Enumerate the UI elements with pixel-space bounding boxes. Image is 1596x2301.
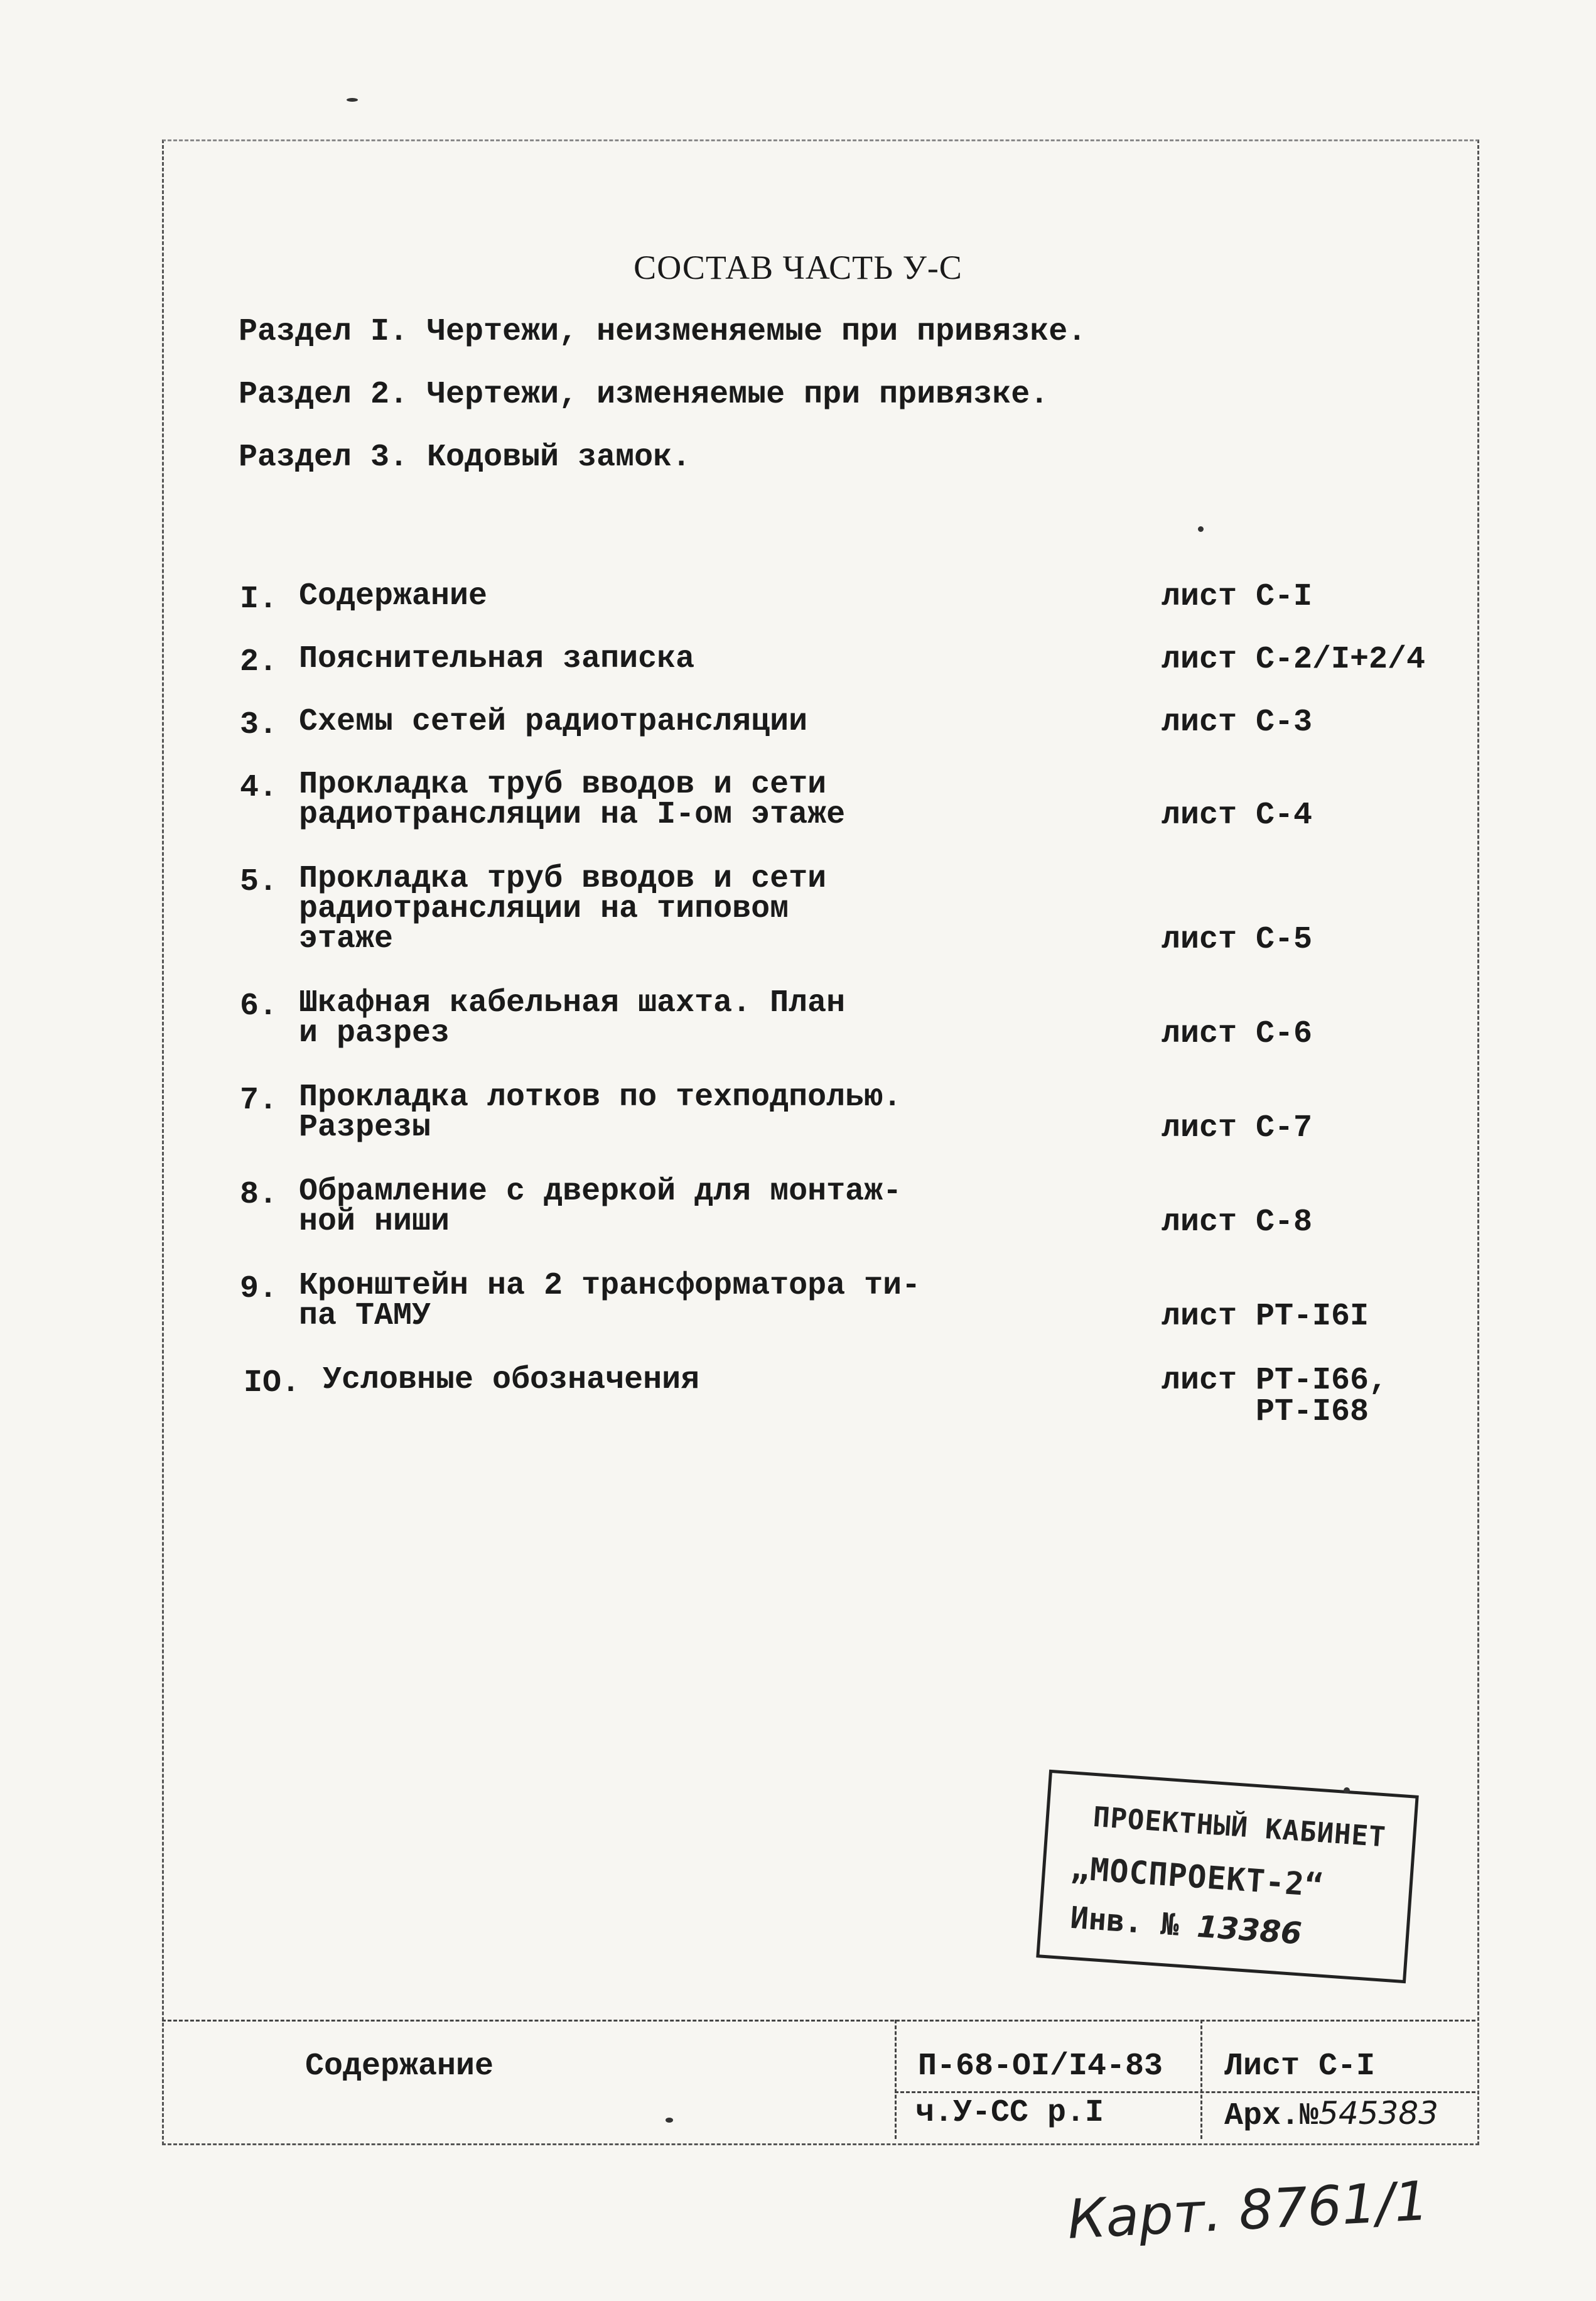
item-sheet [1162, 579, 1313, 615]
item-number: 2. [240, 644, 278, 680]
item-text: Шкафная кабельная шахта. План [299, 985, 846, 1021]
title-block-border [162, 2020, 1475, 2022]
sheet-code: С-2/I+2/4 [1256, 642, 1426, 678]
scan-speck [1344, 1787, 1350, 1794]
item-sheet [1162, 644, 1425, 676]
title-block-divider [895, 2020, 897, 2139]
item-text: Схемы сетей радиотрансляции [299, 704, 808, 740]
item-text: па ТАМУ [299, 1298, 431, 1334]
stamp-line-3 [1069, 1900, 1303, 1952]
sheet-code: С-3 [1256, 705, 1313, 740]
item-sheet [1162, 707, 1312, 739]
title-block-sheet: Лист С-I [1224, 2049, 1376, 2084]
sheet-code: С-7 [1256, 1110, 1313, 1146]
sheet-label: лист [1162, 642, 1237, 678]
scan-speck [347, 98, 358, 102]
section-1: Раздел I. Чертежи, неизменяемые при привязке. [239, 314, 1087, 350]
stamp-line-1: ПРОЕКТНЫЙ КАБИНЕТ [1092, 1800, 1388, 1854]
item-sheet [1162, 1016, 1313, 1052]
section-2: Раздел 2. Чертежи, изменяемые при привязке. [239, 377, 1049, 413]
item-sheet [1162, 924, 1312, 956]
title-block-archive [1224, 2095, 1438, 2134]
item-text: радиотрансляции на I-ом этаже [299, 797, 846, 833]
title-block-name: Содержание [305, 2049, 494, 2084]
sheet-code: С-6 [1256, 1016, 1313, 1052]
sheet-label: лист [1162, 1205, 1237, 1240]
title-block-code: П-68-OI/I4-83 [918, 2049, 1163, 2084]
archive-stamp [1036, 1770, 1418, 1983]
title-block-divider [895, 2091, 1475, 2093]
item-text: Условные обозначения [323, 1362, 700, 1398]
item-sheet [1162, 1365, 1388, 1428]
item-text: Прокладка лотков по техподполью. [299, 1080, 902, 1115]
page-title: СОСТАВ ЧАСТЬ У-С [634, 249, 962, 286]
stamp-inv-label: Инв. № [1069, 1900, 1180, 1943]
sheet-code: РТ-I68 [1256, 1394, 1369, 1430]
sheet-label: лист [1162, 1016, 1237, 1052]
item-number: 7. [240, 1083, 278, 1118]
item-text: Пояснительная записка [299, 641, 695, 677]
item-number: 4. [240, 770, 278, 806]
item-text: радиотрансляции на типовом [299, 891, 789, 927]
title-block-part: ч.У-СС р.I [915, 2095, 1104, 2131]
item-number: 8. [240, 1177, 278, 1213]
item-text: Прокладка труб вводов и сети [299, 861, 827, 897]
item-sheet [1162, 1110, 1313, 1146]
sheet-code: С-4 [1256, 798, 1313, 833]
sheet-code: С-I [1256, 579, 1313, 615]
scan-speck [1198, 526, 1204, 532]
item-text: Обрамление с дверкой для монтаж- [299, 1174, 902, 1210]
item-number: I. [240, 582, 278, 617]
sheet-label: лист [1162, 1110, 1237, 1146]
sheet-label: лист [1162, 798, 1237, 833]
item-text: и разрез [299, 1015, 450, 1051]
item-text: Кронштейн на 2 трансформатора ти- [299, 1268, 921, 1304]
title-block-divider [1200, 2020, 1202, 2139]
item-sheet [1162, 1301, 1369, 1333]
item-number: 9. [240, 1271, 278, 1307]
stamp-line-2: „МОСПРОЕКТ-2“ [1069, 1849, 1325, 1904]
sheet-label: лист [1162, 922, 1237, 958]
sheet-code: С-5 [1256, 922, 1313, 958]
sheet-label: лист [1162, 1363, 1237, 1399]
sheet-label: лист [1162, 579, 1237, 615]
item-text: ной ниши [299, 1204, 450, 1240]
archive-label: Арх.№ [1224, 2098, 1319, 2134]
sheet-label: лист [1162, 705, 1237, 740]
sheet-code: РТ-I6I [1256, 1299, 1369, 1335]
scan-speck [666, 2118, 673, 2123]
handwritten-note: Карт. 8761/1 [1065, 2170, 1430, 2251]
section-3: Раздел 3. Кодовый замок. [239, 440, 691, 475]
sheet-label: лист [1162, 1299, 1237, 1335]
item-text: Прокладка труб вводов и сети [299, 767, 827, 803]
sheet-code: С-8 [1256, 1205, 1313, 1240]
item-number: IO. [244, 1365, 301, 1401]
item-number: 5. [240, 864, 278, 900]
archive-number: 545383 [1318, 2095, 1438, 2131]
item-sheet [1162, 1207, 1312, 1238]
item-number: 6. [240, 988, 278, 1024]
item-text: Содержание [299, 578, 488, 614]
sheet-code: РТ-I66, [1256, 1363, 1388, 1399]
item-number: 3. [240, 707, 278, 743]
item-text: Разрезы [299, 1110, 431, 1145]
stamp-inv-number: 13386 [1195, 1908, 1303, 1952]
item-sheet [1162, 800, 1312, 831]
item-text: этаже [299, 921, 394, 957]
